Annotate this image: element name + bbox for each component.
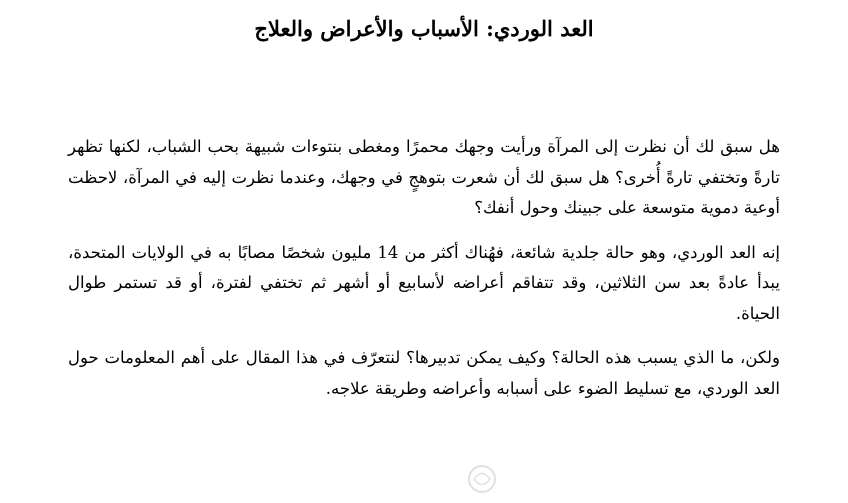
paragraph-questions: ولكن، ما الذي يسبب هذه الحالة؟ وكيف يمكن تدبيرها؟ لنتعرّف في هذا المقال على أهم المعلومات حول العد الوردي، مع تسليط الضوء على أسبابه وأعراضه وطريقة علاجه. [68, 348, 780, 398]
paragraph-definition: إنه العد الوردي، وهو حالة جلدية شائعة، فهُناك أكثر من 14 مليون شخصًا مصابًا به في الولايات المتحدة، يبدأ عادةً بعد سن الثلاثين، وقد تتفاقم أعراضه لأسابيع أو أشهر ثم تختفي لفترة، أو قد تستمر طوال الحياة. [68, 242, 781, 323]
document-title: العد الوردي: الأسباب والأعراض والعلاج [254, 16, 594, 41]
watermark-logo-icon [452, 462, 512, 496]
paragraph-intro: هل سبق لك أن نظرت إلى المرآة ورأيت وجهك محمرًا ومغطى بنتوءات شبيهة بحب الشباب، لكنها تظهر تارةً وتختفي تارةً أُخرى؟ هل سبق لك أن شعرت بتوهجٍ في وجهك، وعندما نظرت إليه في المرآة، لاحظت أوعية دموية متوسعة على جبينك وحول أنفك؟ [68, 137, 780, 217]
document-body [68, 132, 780, 418]
